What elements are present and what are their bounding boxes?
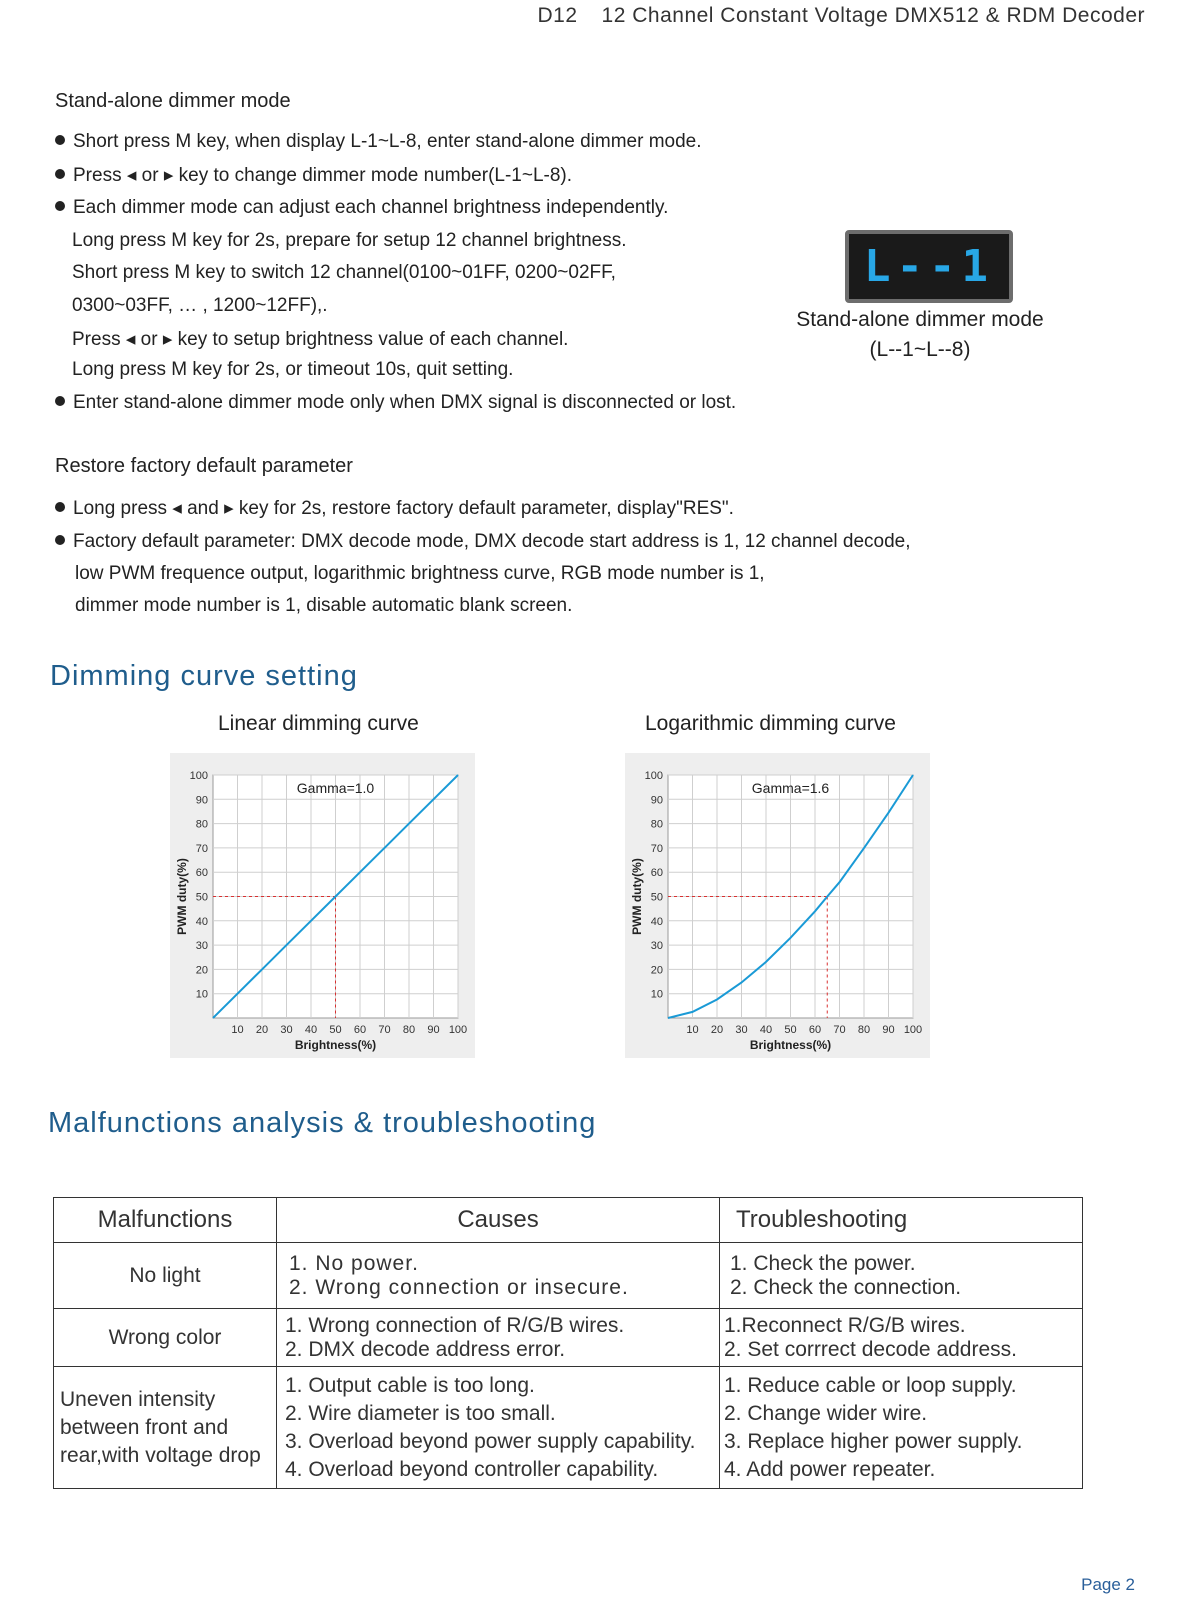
y-tick-label: 40 <box>650 915 663 928</box>
x-tick-label: 30 <box>735 1024 748 1036</box>
malfunctions-section-title: Malfunctions analysis & troubleshooting <box>48 1107 597 1139</box>
y-tick-label: 20 <box>650 964 663 977</box>
x-tick-label: 90 <box>882 1024 895 1036</box>
linear-chart-svg <box>170 753 475 1058</box>
standalone-line-8: Long press M key for 2s, or timeout 10s, quit setting. <box>72 359 514 380</box>
table-row <box>54 1309 1083 1367</box>
display-caption-title: Stand-alone dimmer mode <box>796 308 1044 331</box>
bullet-icon <box>55 135 65 145</box>
bullet-icon <box>55 502 65 512</box>
standalone-line-2: Press ◂ or ▸ key to change dimmer mode number(L-1~L-8). <box>55 164 572 187</box>
standalone-line-7: Press ◂ or ▸ key to setup brightness value of each channel. <box>72 329 569 350</box>
malfunction-cell: Wrong color <box>54 1309 277 1367</box>
x-tick-label: 20 <box>255 1024 269 1036</box>
x-tick-label: 70 <box>378 1024 391 1036</box>
gamma-label: Gamma=1.6 <box>751 780 830 796</box>
y-tick-label: 40 <box>195 915 208 928</box>
log-chart-title: Logarithmic dimming curve <box>645 712 896 735</box>
col-causes: Causes <box>277 1198 720 1243</box>
x-tick-label: 10 <box>686 1024 699 1036</box>
x-tick-label: 40 <box>759 1024 773 1036</box>
standalone-line-3: Each dimmer mode can adjust each channel brightness independently. <box>55 197 668 219</box>
restore-line-3: low PWM frequence output, logarithmic brightness curve, RGB mode number is 1, <box>75 563 765 584</box>
x-tick-label: 50 <box>329 1024 342 1036</box>
led-display: L--1 <box>845 230 1013 303</box>
y-tick-label: 100 <box>189 770 208 782</box>
x-tick-label: 30 <box>280 1024 293 1036</box>
y-tick-label: 30 <box>195 940 208 953</box>
y-tick-label: 50 <box>195 891 208 904</box>
y-tick-label: 70 <box>195 842 208 855</box>
restore-line-1: Long press ◂ and ▸ key for 2s, restore factory default parameter, display"RES". <box>55 497 734 520</box>
x-tick-label: 60 <box>808 1024 822 1036</box>
troubleshooting-table <box>53 1197 1083 1489</box>
dimming-section-title: Dimming curve setting <box>50 660 358 692</box>
y-tick-label: 80 <box>650 818 663 831</box>
bullet-icon <box>55 169 65 179</box>
col-malfunctions: Malfunctions <box>54 1198 277 1243</box>
x-tick-label: 10 <box>231 1024 244 1036</box>
y-tick-label: 20 <box>195 964 208 977</box>
x-tick-label: 20 <box>710 1024 724 1036</box>
bullet-icon <box>55 535 65 545</box>
display-caption <box>770 305 1070 365</box>
page-header <box>538 4 1145 28</box>
x-tick-label: 50 <box>784 1024 797 1036</box>
x-tick-label: 40 <box>304 1024 318 1036</box>
y-tick-label: 60 <box>650 867 663 880</box>
y-tick-label: 50 <box>650 891 663 904</box>
x-tick-label: 100 <box>448 1024 468 1036</box>
standalone-line-1: Short press M key, when display L-1~L-8, enter stand-alone dimmer mode. <box>55 131 702 153</box>
standalone-line-4: Long press M key for 2s, prepare for setup 12 channel brightness. <box>72 230 627 251</box>
causes-cell: 1. Output cable is too long. 2. Wire diameter is too small. 3. Overload beyond power supply capability. 4. Overload beyond controller capability. <box>277 1367 720 1489</box>
fixes-cell: 1. Check the power. 2. Check the connection. <box>720 1243 1083 1309</box>
y-tick-label: 30 <box>650 940 663 953</box>
y-tick-label: 10 <box>195 988 208 1001</box>
fixes-cell: 1.Reconnect R/G/B wires. 2. Set corrrect decode address. <box>720 1309 1083 1367</box>
restore-heading: Restore factory default parameter <box>55 455 353 477</box>
product-code: D12 <box>537 4 578 27</box>
causes-cell: 1. No power. 2. Wrong connection or insecure. <box>277 1243 720 1309</box>
x-tick-label: 80 <box>857 1024 871 1036</box>
x-tick-label: 60 <box>353 1024 367 1036</box>
causes-cell: 1. Wrong connection of R/G/B wires. 2. DMX decode address error. <box>277 1309 720 1367</box>
table-row <box>54 1367 1083 1489</box>
y-tick-label: 100 <box>644 770 663 782</box>
y-axis-label: PWM duty(%) <box>630 858 644 935</box>
y-tick-label: 60 <box>195 867 208 880</box>
display-caption-range: (L--1~L--8) <box>869 338 971 361</box>
x-tick-label: 70 <box>833 1024 846 1036</box>
malfunction-cell: Uneven intensity between front and rear,with voltage drop <box>54 1367 277 1489</box>
product-title: 12 Channel Constant Voltage DMX512 & RDM Decoder <box>601 4 1145 27</box>
col-troubleshooting: Troubleshooting <box>720 1198 1083 1243</box>
x-tick-label: 80 <box>402 1024 416 1036</box>
x-axis-label: Brightness(%) <box>749 1038 832 1052</box>
x-tick-label: 90 <box>427 1024 440 1036</box>
standalone-heading: Stand-alone dimmer mode <box>55 90 291 112</box>
standalone-line-6: 0300~03FF, … , 1200~12FF),. <box>72 295 328 316</box>
y-tick-label: 70 <box>650 842 663 855</box>
gamma-label: Gamma=1.0 <box>296 780 375 796</box>
bullet-icon <box>55 396 65 406</box>
y-axis-label: PWM duty(%) <box>175 858 189 935</box>
standalone-line-9: Enter stand-alone dimmer mode only when DMX signal is disconnected or lost. <box>55 392 736 414</box>
linear-chart <box>170 753 475 1058</box>
log-chart <box>625 753 930 1058</box>
standalone-line-5: Short press M key to switch 12 channel(0100~01FF, 0200~02FF, <box>72 262 616 283</box>
x-axis-label: Brightness(%) <box>294 1038 377 1052</box>
fixes-cell: 1. Reduce cable or loop supply. 2. Change wider wire. 3. Replace higher power supply. 4. Add power repeater. <box>720 1367 1083 1489</box>
malfunction-cell: No light <box>54 1243 277 1309</box>
y-tick-label: 90 <box>195 794 208 807</box>
restore-line-4: dimmer mode number is 1, disable automatic blank screen. <box>75 595 573 616</box>
y-tick-label: 90 <box>650 794 663 807</box>
y-tick-label: 10 <box>650 988 663 1001</box>
linear-chart-title: Linear dimming curve <box>218 712 419 735</box>
x-tick-label: 100 <box>903 1024 923 1036</box>
restore-line-2: Factory default parameter: DMX decode mode, DMX decode start address is 1, 12 channel decode, <box>55 531 911 553</box>
bullet-icon <box>55 201 65 211</box>
page-number: Page 2 <box>1081 1575 1135 1594</box>
table-header-row <box>54 1198 1083 1243</box>
table-row <box>54 1243 1083 1309</box>
y-tick-label: 80 <box>195 818 208 831</box>
log-chart-svg <box>625 753 930 1058</box>
